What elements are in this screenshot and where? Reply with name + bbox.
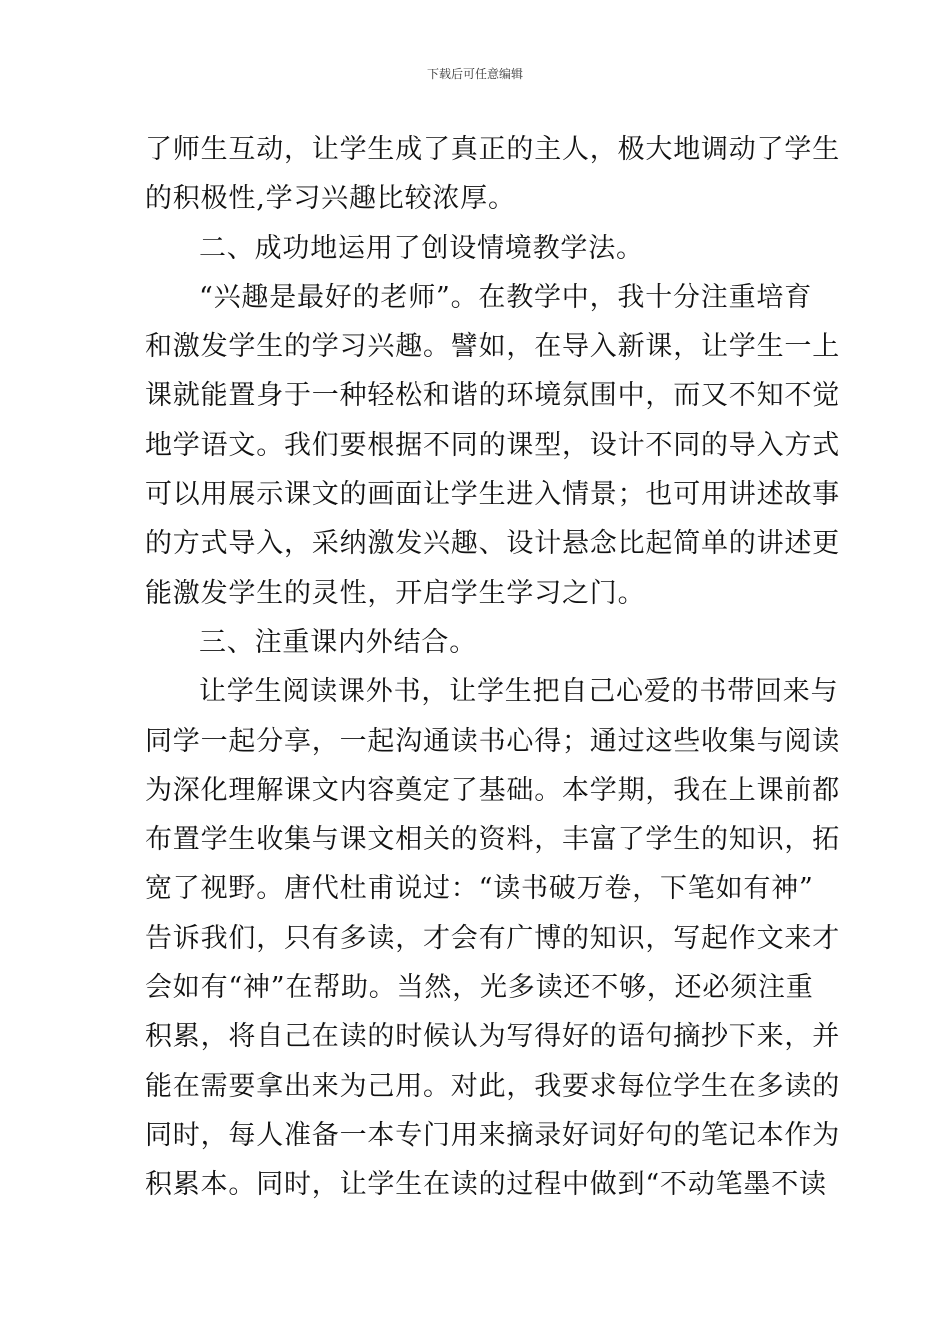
document-body [145, 125, 840, 1210]
paragraph [145, 125, 840, 224]
text-line: 让学生阅读课外书，让学生把自己心爱的书带回来与 [199, 676, 839, 708]
paragraph [145, 618, 807, 667]
page-header: 下载后可任意编辑 [426, 67, 523, 81]
text-line: 能激发学生的灵性，开启学生学习之门。 [145, 577, 646, 609]
text-line: 和激发学生的学习兴趣。譬如，在导入新课，让学生一上 [145, 331, 840, 363]
text-line: 了师生互动，让学生成了真正的主人，极大地调动了学生 [145, 134, 840, 165]
text-line: 三、注重课内外结合。 [199, 626, 477, 658]
text-line: 课就能置身于一种轻松和谐的环境氛围中，而又不知不觉 [145, 380, 840, 412]
text-line: 会如有“神”在帮助。当然，光多读还不够，还必须注重 [145, 972, 814, 1004]
text-line: 的方式导入，采纳激发兴趣、设计悬念比起简单的讲述更 [145, 528, 840, 560]
text-line: 二、成功地运用了创设情境教学法。 [199, 232, 644, 264]
text-line: 可以用展示课文的画面让学生进入情景；也可用讲述故事 [145, 479, 840, 511]
text-line: 的积极性,学习兴趣比较浓厚。 [145, 183, 516, 215]
text-line: 积累本。同时，让学生在读的过程中做到“不动笔墨不读 [145, 1169, 827, 1201]
paragraph [145, 273, 840, 618]
text-line: “兴趣是最好的老师”。在教学中，我十分注重培育 [199, 281, 813, 313]
text-line: 告诉我们，只有多读，才会有广博的知识，写起作文来才 [145, 922, 840, 954]
text-line: 地学语文。我们要根据不同的课型，设计不同的导入方式 [145, 429, 840, 461]
text-line: 同学一起分享，一起沟通读书心得；通过这些收集与阅读 [145, 725, 840, 757]
paragraph [145, 224, 807, 273]
text-line: 为深化理解课文内容奠定了基础。本学期，我在上课前都 [145, 774, 840, 806]
text-line: 同时，每人准备一本专门用来摘录好词好句的笔记本作为 [145, 1119, 840, 1151]
paragraph [145, 667, 840, 1209]
text-line: 能在需要拿出来为己用。对此，我要求每位学生在多读的 [145, 1070, 840, 1102]
text-line: 宽了视野。唐代杜甫说过：“读书破万卷，下笔如有神” [145, 873, 814, 905]
text-line: 布置学生收集与课文相关的资料，丰富了学生的知识，拓 [145, 824, 840, 856]
text-line: 积累，将自己在读的时候认为写得好的语句摘抄下来，并 [145, 1021, 840, 1053]
